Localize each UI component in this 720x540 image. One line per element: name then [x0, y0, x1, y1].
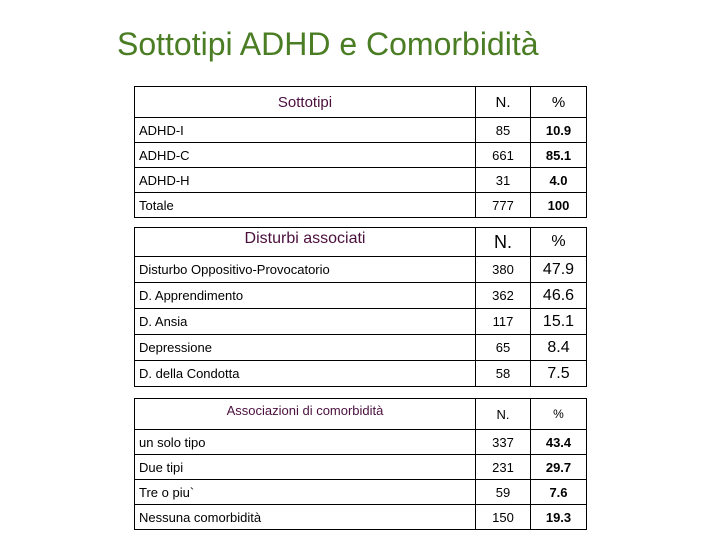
- row-count: 117: [476, 309, 531, 335]
- table-header-row: [135, 228, 587, 257]
- row-count: 150: [476, 505, 531, 530]
- row-percent: 85.1: [531, 143, 587, 168]
- row-count: 231: [476, 455, 531, 480]
- row-label: Due tipi: [135, 455, 476, 480]
- table-row: [135, 335, 587, 361]
- row-percent: 7.6: [531, 480, 587, 505]
- table-row: [135, 505, 587, 530]
- row-percent: 100: [531, 193, 587, 218]
- column-header-percent: %: [531, 399, 587, 430]
- table-row: [135, 143, 587, 168]
- row-percent: 4.0: [531, 168, 587, 193]
- row-count: 661: [476, 143, 531, 168]
- row-count: 362: [476, 283, 531, 309]
- row-label: Totale: [135, 193, 476, 218]
- row-count: 380: [476, 257, 531, 283]
- row-label: ADHD-C: [135, 143, 476, 168]
- row-percent: 46.6: [531, 283, 587, 309]
- column-header-percent: %: [531, 87, 587, 118]
- row-percent: 29.7: [531, 455, 587, 480]
- row-count: 337: [476, 430, 531, 455]
- column-header-subtypes: Sottotipi: [135, 87, 476, 118]
- row-percent: 47.9: [531, 257, 587, 283]
- row-label: ADHD-I: [135, 118, 476, 143]
- table-row: [135, 309, 587, 335]
- associated-disorders-table: [134, 227, 587, 387]
- table-row: [135, 480, 587, 505]
- page-title: Sottotipi ADHD e Comorbidità: [117, 26, 539, 62]
- row-count: 65: [476, 335, 531, 361]
- column-header-associations: Associazioni di comorbidità: [135, 399, 476, 430]
- row-label: Disturbo Oppositivo-Provocatorio: [135, 257, 476, 283]
- row-count: 31: [476, 168, 531, 193]
- table-row: [135, 168, 587, 193]
- row-count: 59: [476, 480, 531, 505]
- column-header-n: N.: [476, 399, 531, 430]
- column-header-percent: %: [531, 228, 587, 257]
- row-label: D. della Condotta: [135, 361, 476, 387]
- row-percent: 8.4: [531, 335, 587, 361]
- row-percent: 10.9: [531, 118, 587, 143]
- column-header-n: N.: [476, 228, 531, 257]
- row-label: Nessuna comorbidità: [135, 505, 476, 530]
- row-count: 777: [476, 193, 531, 218]
- column-header-disorders: Disturbi associati: [135, 228, 476, 257]
- row-label: D. Apprendimento: [135, 283, 476, 309]
- row-label: Tre o piu`: [135, 480, 476, 505]
- table-row: [135, 455, 587, 480]
- row-percent: 19.3: [531, 505, 587, 530]
- row-label: un solo tipo: [135, 430, 476, 455]
- table-row: [135, 283, 587, 309]
- table-row: [135, 430, 587, 455]
- row-percent: 15.1: [531, 309, 587, 335]
- table-row: [135, 257, 587, 283]
- row-percent: 7.5: [531, 361, 587, 387]
- table-row: [135, 118, 587, 143]
- table-header-row: [135, 87, 587, 118]
- table-row: [135, 361, 587, 387]
- table-row: [135, 193, 587, 218]
- row-count: 85: [476, 118, 531, 143]
- column-header-n: N.: [476, 87, 531, 118]
- row-label: D. Ansia: [135, 309, 476, 335]
- row-percent: 43.4: [531, 430, 587, 455]
- row-label: Depressione: [135, 335, 476, 361]
- subtypes-table: [134, 86, 587, 218]
- comorbidity-associations-table: [134, 398, 587, 530]
- row-count: 58: [476, 361, 531, 387]
- row-label: ADHD-H: [135, 168, 476, 193]
- table-header-row: [135, 399, 587, 430]
